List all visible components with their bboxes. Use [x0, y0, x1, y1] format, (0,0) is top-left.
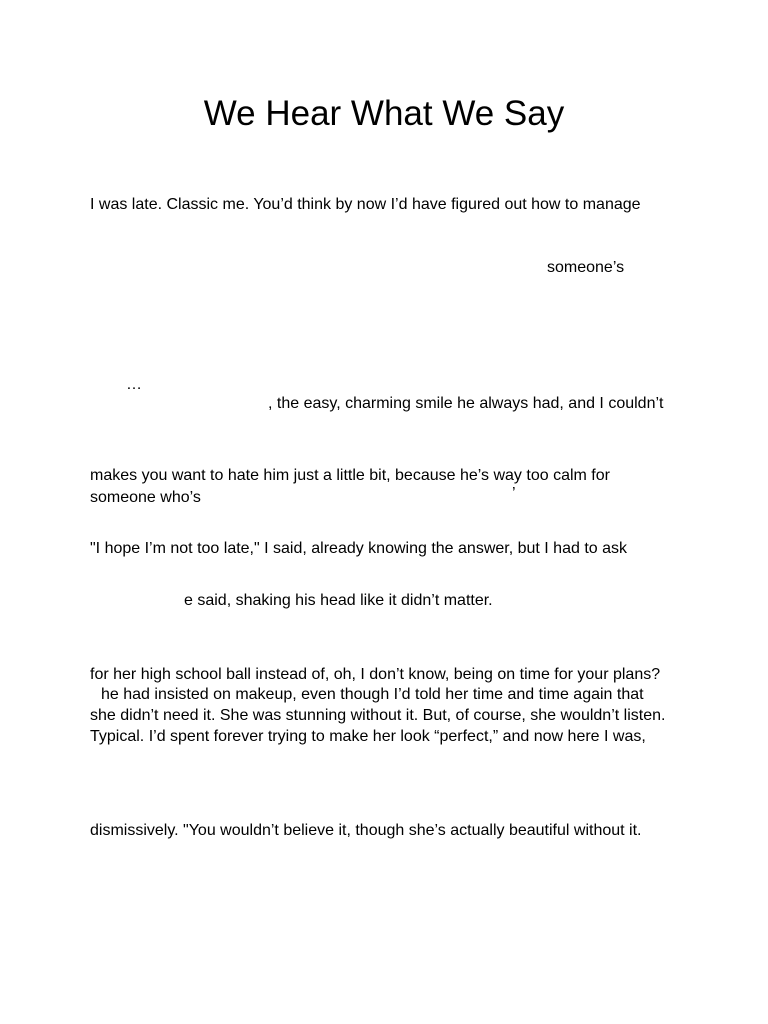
text-line: she didn’t need it. She was stunning without it. But, of course, she wouldn’t listen.: [90, 707, 666, 724]
text-line: …: [126, 376, 142, 393]
text-line: he had insisted on makeup, even though I’d told her time and time again that: [101, 686, 644, 703]
text-line: e said, shaking his head like it didn’t matter.: [184, 592, 493, 609]
text-line: someone’s: [547, 259, 625, 276]
document-title: We Hear What We Say: [203, 94, 565, 133]
text-line: for her high school ball instead of, oh, I don’t know, being on time for your plans?: [90, 666, 661, 683]
text-line: dismissively. "You wouldn’t believe it, though she’s actually beautiful without it.: [90, 822, 642, 839]
text-line: Typical. I’d spent forever trying to make her look “perfect,” and now here I was,: [90, 728, 646, 745]
text-line: makes you want to hate him just a little bit, because he’s way too calm for: [90, 467, 610, 484]
text-line: I was late. Classic me. You’d think by now I’d have figured out how to manage: [90, 196, 641, 213]
text-line: ’: [512, 485, 516, 502]
text-line: "I hope I’m not too late," I said, already knowing the answer, but I had to ask: [90, 540, 628, 557]
text-line: , the easy, charming smile he always had, and I couldn’t: [268, 395, 664, 412]
text-line: someone who’s: [90, 489, 201, 506]
